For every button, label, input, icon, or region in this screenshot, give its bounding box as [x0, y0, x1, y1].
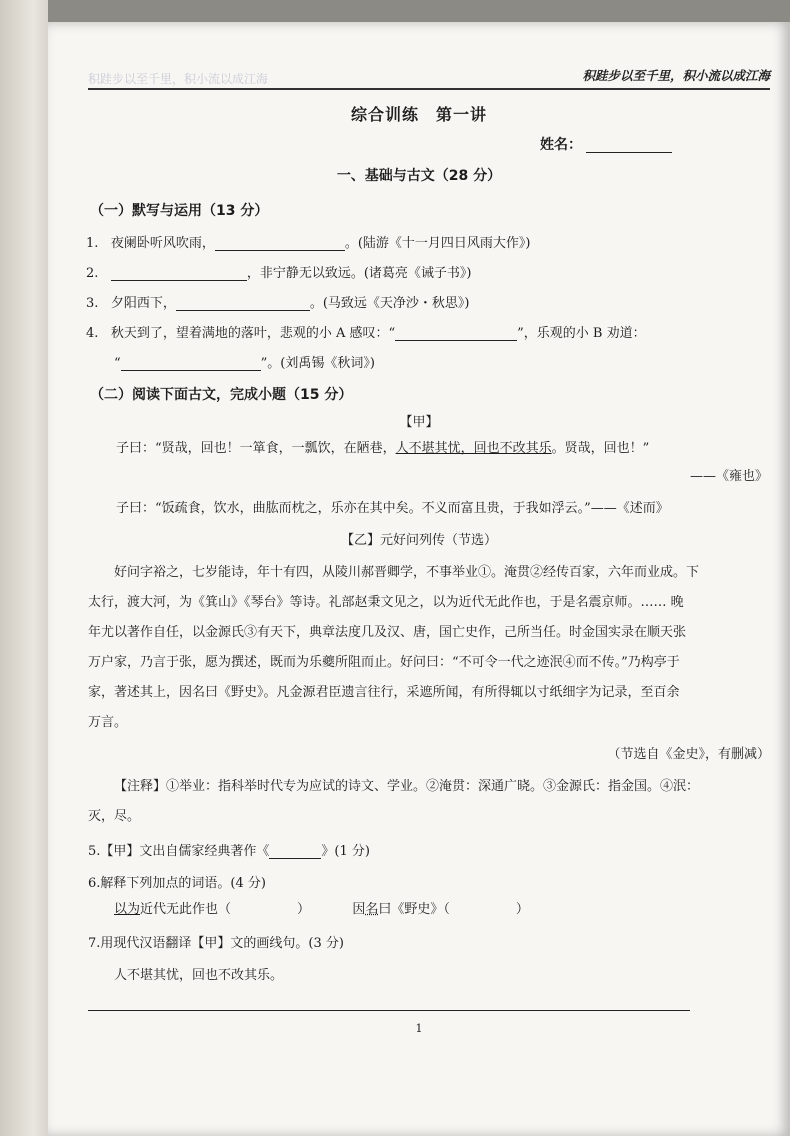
answer-blank-1[interactable] [215, 236, 345, 251]
underlined-sentence: 人不堪其忧，回也不改其乐 [395, 441, 552, 456]
question-3: 3. 夕阳西下， 。(马致远《天净沙・秋思》) [86, 296, 470, 311]
section-heading: 一、基础与古文（28 分） [336, 168, 502, 184]
annotation-line-1: 【注释】①举业：指科举时代专为应试的诗文、学业。②淹贯：深通广晓。③金源氏：指金国。④泯： [114, 779, 700, 794]
annotation-line-2: 灭，尽。 [88, 809, 141, 824]
answer-blank-2[interactable] [111, 266, 247, 281]
passage-yi-line-2: 太行，渡大河，为《箕山》《琴台》等诗。礼部赵秉文见之，以为近代无此作也，于是名震京师。…… 晚 [88, 595, 684, 610]
worksheet-page [48, 22, 790, 1136]
passage-yi-line-1: 好问字裕之，七岁能诗，年十有四，从陵川郝晋卿学，不事举业①。淹贯②经传百家，六年而业成。下 [114, 565, 700, 580]
question-5: 5.【甲】文出自儒家经典著作《 》(1 分) [88, 844, 370, 859]
part2-heading: （二）阅读下面古文，完成小题（15 分） [90, 387, 353, 403]
header-motto: 积跬步以至千里，积小流以成江海 [582, 68, 770, 83]
passage-jia-label: 【甲】 [399, 415, 439, 430]
passage-yi-line-5: 家，著述其上，因名曰《野史》。凡金源君臣遗言往行，采遮所闻，有所得辄以寸纸细字为记录，至百余 [88, 685, 680, 700]
question-7-sentence: 人不堪其忧，回也不改其乐。 [114, 968, 284, 983]
bleed-through-text: 积跬步以至千里，积小流以成江海 [88, 72, 269, 86]
passage-yi-line-3: 年尤以著作自任，以金源氏③有天下，典章法度几及汉、唐，国亡史作，己所当任。时金国实录在顺天张 [88, 625, 687, 640]
passage-jia-p1: 子曰：“贤哉，回也！一箪食，一瓢饮，在陋巷，人不堪其忧，回也不改其乐。贤哉，回也！” [116, 441, 650, 456]
question-6: 6.解释下列加点的词语。(4 分) [88, 876, 266, 891]
page-number: 1 [415, 1022, 423, 1035]
question-4: 4. 秋天到了，望着满地的落叶，悲观的小 A 感叹：“ ”，乐观的小 B 劝道： [86, 326, 646, 341]
name-label: 姓名： [540, 137, 582, 153]
page-title: 综合训练 第一讲 [350, 105, 487, 124]
question-6-items: 以为近代无此作也（ ） 因名曰《野史》（ ） [114, 902, 529, 917]
part1-heading: （一）默写与运用（13 分） [90, 203, 269, 219]
answer-blank-4a[interactable] [395, 326, 517, 341]
answer-blank-4b[interactable] [121, 356, 261, 371]
answer-line-7[interactable] [88, 1010, 690, 1011]
answer-blank-3[interactable] [176, 296, 310, 311]
answer-blank-5[interactable] [269, 844, 321, 859]
name-field[interactable] [586, 152, 672, 153]
header-rule [88, 88, 770, 90]
passage-yi-line-4: 万户家，乃言于张，愿为撰述，既而为乐夔所阻而止。好问曰：“不可令一代之迹泯④而不传。”乃构亭于 [88, 655, 680, 670]
passage-yi-line-6: 万言。 [88, 715, 128, 730]
passage-yi-source: （节选自《金史》，有删减） [607, 747, 770, 762]
passage-jia-p2: 子曰：“饭疏食，饮水，曲肱而枕之，乐亦在其中矣。不义而富且贵，于我如浮云。”——《述而》 [116, 501, 669, 516]
passage-jia-source-1: ——《雍也》 [689, 469, 768, 484]
book-spine [0, 0, 48, 1136]
question-7: 7.用现代汉语翻译【甲】文的画线句。(3 分) [88, 936, 344, 951]
question-4-line2: “ ”。(刘禹锡《秋词》) [114, 356, 375, 371]
passage-yi-title: 【乙】元好问列传（节选） [340, 533, 497, 548]
question-2: 2. ，非宁静无以致远。(诸葛亮《诫子书》) [86, 266, 472, 281]
question-1: 1. 夜阑卧听风吹雨， 。(陆游《十一月四日风雨大作》) [86, 236, 531, 251]
